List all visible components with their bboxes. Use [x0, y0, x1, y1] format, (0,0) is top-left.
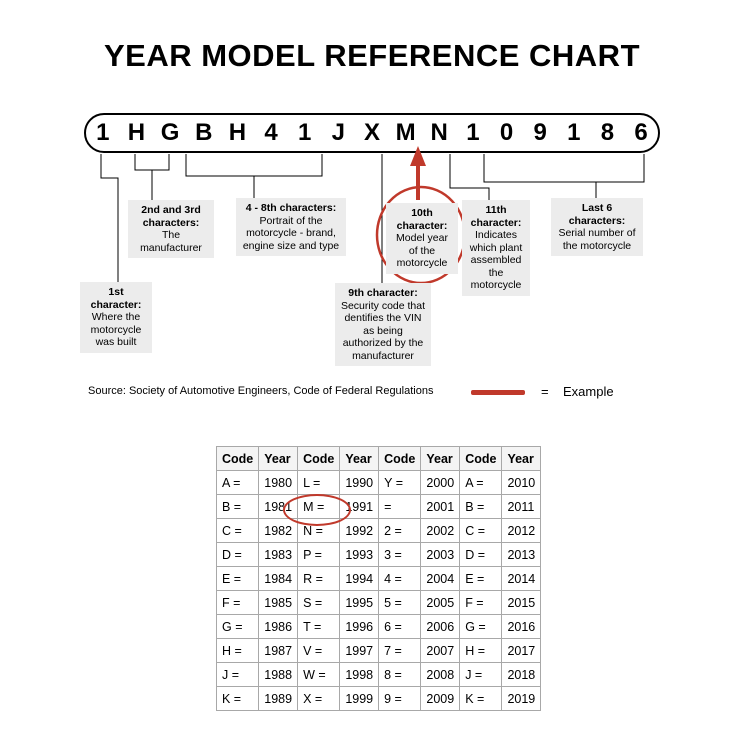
column-header: Year — [259, 447, 298, 471]
year-cell: 2009 — [421, 687, 460, 711]
year-cell: 1986 — [259, 615, 298, 639]
year-cell: 2011 — [502, 495, 541, 519]
callout-heading: 1st character: — [90, 286, 142, 311]
code-cell: P = — [298, 543, 340, 567]
callout-body: Serial number of the motorcycle — [558, 227, 636, 252]
table-row — [217, 663, 541, 687]
table-row — [217, 495, 541, 519]
code-cell: 2 = — [379, 519, 421, 543]
year-cell: 2008 — [421, 663, 460, 687]
code-cell: K = — [460, 687, 502, 711]
callout-heading: Last 6 characters: — [568, 202, 626, 227]
year-cell: 2004 — [421, 567, 460, 591]
callout-heading: 11th character: — [470, 204, 522, 229]
code-cell: = — [379, 495, 421, 519]
callout-body: Where the motorcycle was built — [90, 311, 142, 348]
year-cell: 2013 — [502, 543, 541, 567]
code-cell: V = — [298, 639, 340, 663]
callout-body: Portrait of the motorcycle - brand, engine size and type — [242, 214, 340, 252]
table-row — [217, 471, 541, 495]
year-cell: 1989 — [259, 687, 298, 711]
code-cell: S = — [298, 591, 340, 615]
callout-heading: 10th character: — [396, 207, 448, 232]
red-arrow-icon — [410, 146, 426, 200]
table-row — [217, 591, 541, 615]
callout-11th-character — [462, 200, 530, 296]
code-cell: D = — [460, 543, 502, 567]
year-cell: 2007 — [421, 639, 460, 663]
year-cell: 2000 — [421, 471, 460, 495]
vin-character: 1 — [567, 119, 581, 146]
code-cell: B = — [460, 495, 502, 519]
year-cell: 1982 — [259, 519, 298, 543]
year-cell: 1983 — [259, 543, 298, 567]
year-cell: 1996 — [340, 615, 379, 639]
code-cell: H = — [217, 639, 259, 663]
year-cell: 1984 — [259, 567, 298, 591]
code-cell: 8 = — [379, 663, 421, 687]
callout-10th-character — [386, 203, 458, 274]
code-cell-highlighted: M = — [298, 495, 340, 519]
year-cell: 1999 — [340, 687, 379, 711]
callout-heading: 9th character: — [348, 287, 418, 299]
column-header: Code — [379, 447, 421, 471]
year-cell: 1997 — [340, 639, 379, 663]
year-cell-highlighted: 1991 — [340, 495, 379, 519]
year-cell: 2015 — [502, 591, 541, 615]
callout-body: The manufacturer — [140, 229, 202, 254]
code-year-table — [216, 446, 541, 711]
code-cell: Y = — [379, 471, 421, 495]
year-cell: 2002 — [421, 519, 460, 543]
vin-character: H — [228, 119, 247, 146]
code-cell: L = — [298, 471, 340, 495]
year-cell: 2010 — [502, 471, 541, 495]
callout-body: Indicates which plant assembled the motorcycle — [469, 229, 523, 291]
legend-red-line-swatch — [471, 390, 525, 395]
year-cell: 1987 — [259, 639, 298, 663]
source-note: Source: Society of Automotive Engineers, Code of Federal Regulations — [88, 385, 434, 397]
code-cell: E = — [217, 567, 259, 591]
table-row — [217, 519, 541, 543]
year-cell: 2012 — [502, 519, 541, 543]
legend-equals-sign: = — [541, 384, 549, 399]
table-row — [217, 543, 541, 567]
callout-last-6-characters — [551, 198, 643, 256]
year-cell: 2001 — [421, 495, 460, 519]
year-cell: 2006 — [421, 615, 460, 639]
year-cell: 1988 — [259, 663, 298, 687]
table-row — [217, 615, 541, 639]
code-cell: A = — [460, 471, 502, 495]
year-cell: 1990 — [340, 471, 379, 495]
year-cell: 1993 — [340, 543, 379, 567]
code-cell: J = — [460, 663, 502, 687]
column-header: Year — [421, 447, 460, 471]
year-cell: 2003 — [421, 543, 460, 567]
vin-character: B — [195, 119, 213, 146]
year-cell: 1985 — [259, 591, 298, 615]
column-header: Code — [460, 447, 502, 471]
table-row — [217, 567, 541, 591]
callout-4th-8th-characters — [236, 198, 346, 256]
column-header: Year — [340, 447, 379, 471]
vin-character: J — [331, 119, 345, 146]
year-cell: 2019 — [502, 687, 541, 711]
year-cell: 1998 — [340, 663, 379, 687]
code-cell: 4 = — [379, 567, 421, 591]
vin-character: 0 — [499, 119, 514, 146]
code-cell: 3 = — [379, 543, 421, 567]
code-cell: H = — [460, 639, 502, 663]
year-cell: 2018 — [502, 663, 541, 687]
year-cell: 2016 — [502, 615, 541, 639]
vin-character: 4 — [264, 119, 278, 146]
code-cell: R = — [298, 567, 340, 591]
callout-body: Security code that dentifies the VIN as being authorized by the manufacturer — [340, 299, 426, 362]
vin-character: G — [160, 119, 180, 146]
code-cell: F = — [460, 591, 502, 615]
code-cell: K = — [217, 687, 259, 711]
code-cell: C = — [217, 519, 259, 543]
table-row — [217, 639, 541, 663]
vin-character: H — [127, 119, 146, 146]
vin-character: 8 — [600, 119, 615, 146]
code-cell: G = — [217, 615, 259, 639]
column-header: Year — [502, 447, 541, 471]
vin-character: N — [430, 119, 448, 146]
code-cell: 7 = — [379, 639, 421, 663]
column-header: Code — [298, 447, 340, 471]
year-cell: 2005 — [421, 591, 460, 615]
code-cell: 5 = — [379, 591, 421, 615]
vin-number-capsule — [84, 113, 660, 153]
page-title: YEAR MODEL REFERENCE CHART — [103, 38, 641, 73]
code-cell: X = — [298, 687, 340, 711]
callout-2nd-3rd-characters — [128, 200, 214, 258]
vin-character: 1 — [466, 119, 480, 146]
year-cell: 1992 — [340, 519, 379, 543]
column-header: Code — [217, 447, 259, 471]
vin-character: 9 — [533, 119, 547, 146]
year-cell: 1994 — [340, 567, 379, 591]
code-cell: J = — [217, 663, 259, 687]
callout-9th-character — [335, 283, 431, 366]
code-cell: 6 = — [379, 615, 421, 639]
callout-1st-character — [80, 282, 152, 353]
vin-character: 1 — [96, 119, 110, 146]
code-cell: D = — [217, 543, 259, 567]
code-cell: 9 = — [379, 687, 421, 711]
year-cell: 1981 — [259, 495, 298, 519]
vin-character: 1 — [297, 119, 312, 146]
code-cell: N = — [298, 519, 340, 543]
vin-character: 6 — [634, 119, 648, 146]
vin-character: X — [363, 119, 380, 146]
year-cell: 1995 — [340, 591, 379, 615]
table-row — [217, 687, 541, 711]
year-cell: 2017 — [502, 639, 541, 663]
code-cell: A = — [217, 471, 259, 495]
code-cell: T = — [298, 615, 340, 639]
year-cell: 2014 — [502, 567, 541, 591]
vin-character-highlighted: M — [395, 119, 416, 146]
callout-heading: 4 - 8th characters: — [245, 202, 337, 214]
year-cell: 1980 — [259, 471, 298, 495]
legend-label: Example — [563, 384, 614, 399]
callout-body: Model year of the motorcycle — [396, 232, 448, 269]
code-cell: B = — [217, 495, 259, 519]
code-cell: F = — [217, 591, 259, 615]
callout-heading: 2nd and 3rd characters: — [141, 204, 201, 229]
code-cell: W = — [298, 663, 340, 687]
code-cell: C = — [460, 519, 502, 543]
table-header-row — [217, 447, 541, 471]
code-cell: E = — [460, 567, 502, 591]
code-cell: G = — [460, 615, 502, 639]
